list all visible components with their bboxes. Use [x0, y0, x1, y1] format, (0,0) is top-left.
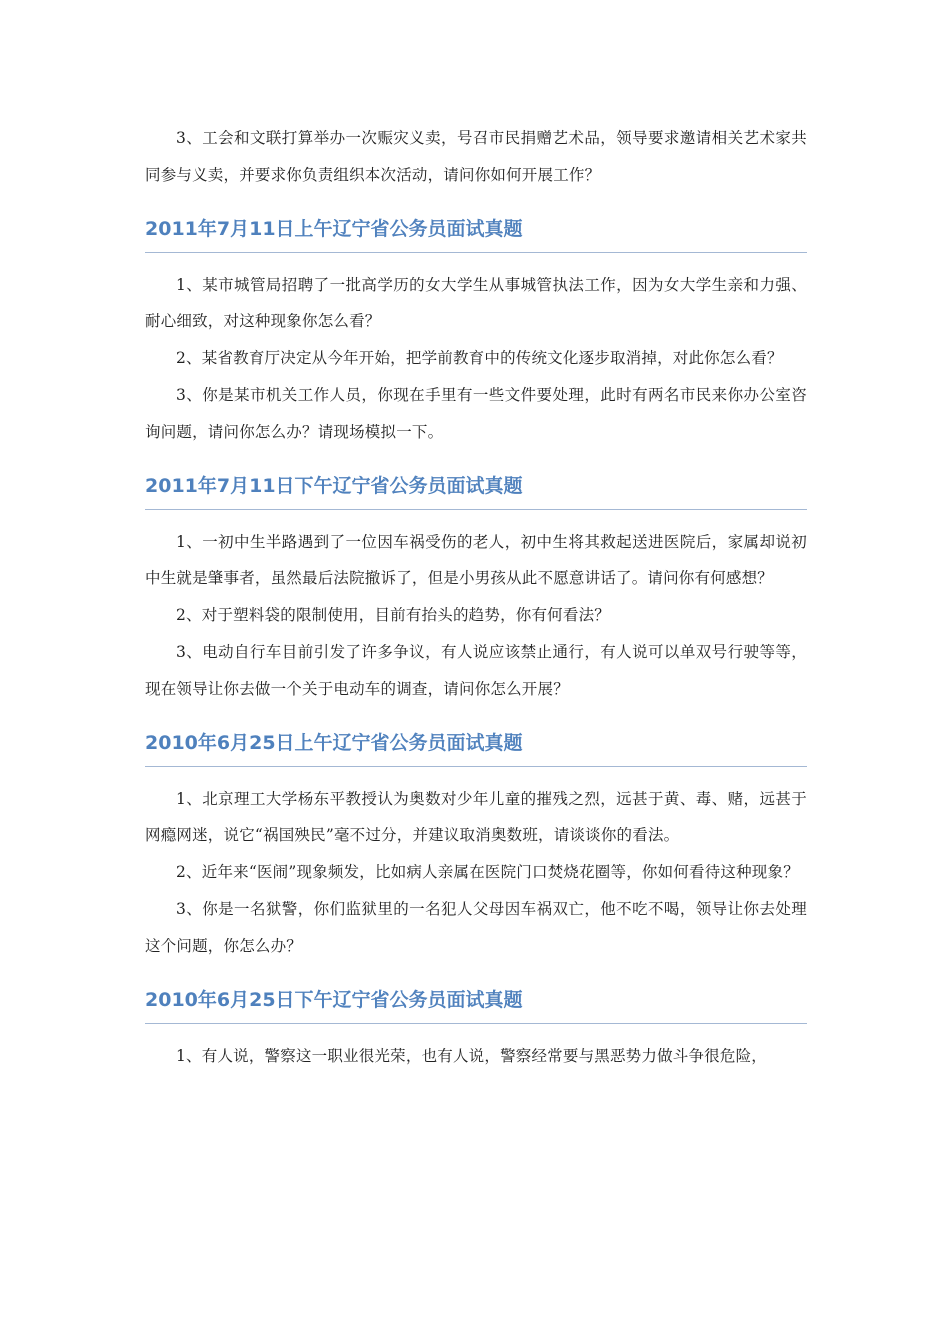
section-items	[145, 781, 807, 965]
section-items	[145, 1038, 807, 1075]
question-item: 2、对于塑料袋的限制使用，目前有抬头的趋势，你有何看法？	[176, 606, 610, 625]
section-heading: 2010年6月25日下午辽宁省公务员面试真题	[145, 987, 807, 1024]
document-page	[145, 120, 807, 1074]
intro-items	[145, 120, 807, 194]
question-item: 3、工会和文联打算举办一次赈灾义卖，号召市民捐赠艺术品，领导要求邀请相关艺术家共同参与义卖，并要求你负责组织本次活动，请问你如何开展工作？	[145, 129, 807, 184]
section-items	[145, 267, 807, 451]
section-2010-06-25-pm	[145, 987, 807, 1075]
question-item: 3、你是一名狱警，你们监狱里的一名犯人父母因车祸双亡，他不吃不喝，领导让你去处理这个问题，你怎么办？	[145, 899, 807, 955]
section-heading: 2011年7月11日上午辽宁省公务员面试真题	[145, 216, 807, 253]
section-2010-06-25-am	[145, 730, 807, 965]
question-item: 1、北京理工大学杨东平教授认为奥数对少年儿童的摧残之烈，远甚于黄、毒、赌，远甚于网瘾网迷，说它“祸国殃民”毫不过分，并建议取消奥数班，请谈谈你的看法。	[145, 789, 807, 845]
section-2011-07-11-am	[145, 216, 807, 451]
question-item: 1、一初中生半路遇到了一位因车祸受伤的老人，初中生将其救起送进医院后，家属却说初中生就是肇事者，虽然最后法院撤诉了，但是小男孩从此不愿意讲话了。请问你有何感想？	[145, 532, 807, 588]
question-item: 2、某省教育厅决定从今年开始，把学前教育中的传统文化逐步取消掉，对此你怎么看？	[176, 349, 783, 368]
question-item: 1、有人说，警察这一职业很光荣，也有人说，警察经常要与黑恶势力做斗争很危险，	[176, 1046, 767, 1065]
section-items	[145, 524, 807, 708]
question-item: 3、电动自行车目前引发了许多争议，有人说应该禁止通行，有人说可以单双号行驶等等，现在领导让你去做一个关于电动车的调查，请问你怎么开展？	[145, 642, 807, 698]
section-heading: 2010年6月25日上午辽宁省公务员面试真题	[145, 730, 807, 767]
question-item: 3、你是某市机关工作人员，你现在手里有一些文件要处理，此时有两名市民来你办公室咨询问题，请问你怎么办？请现场模拟一下。	[145, 385, 807, 441]
section-2011-07-11-pm	[145, 473, 807, 708]
question-item: 2、近年来“医闹”现象频发，比如病人亲属在医院门口焚烧花圈等，你如何看待这种现象？	[176, 863, 799, 882]
section-heading: 2011年7月11日下午辽宁省公务员面试真题	[145, 473, 807, 510]
question-item: 1、某市城管局招聘了一批高学历的女大学生从事城管执法工作，因为女大学生亲和力强、耐心细致，对这种现象你怎么看？	[145, 275, 807, 331]
